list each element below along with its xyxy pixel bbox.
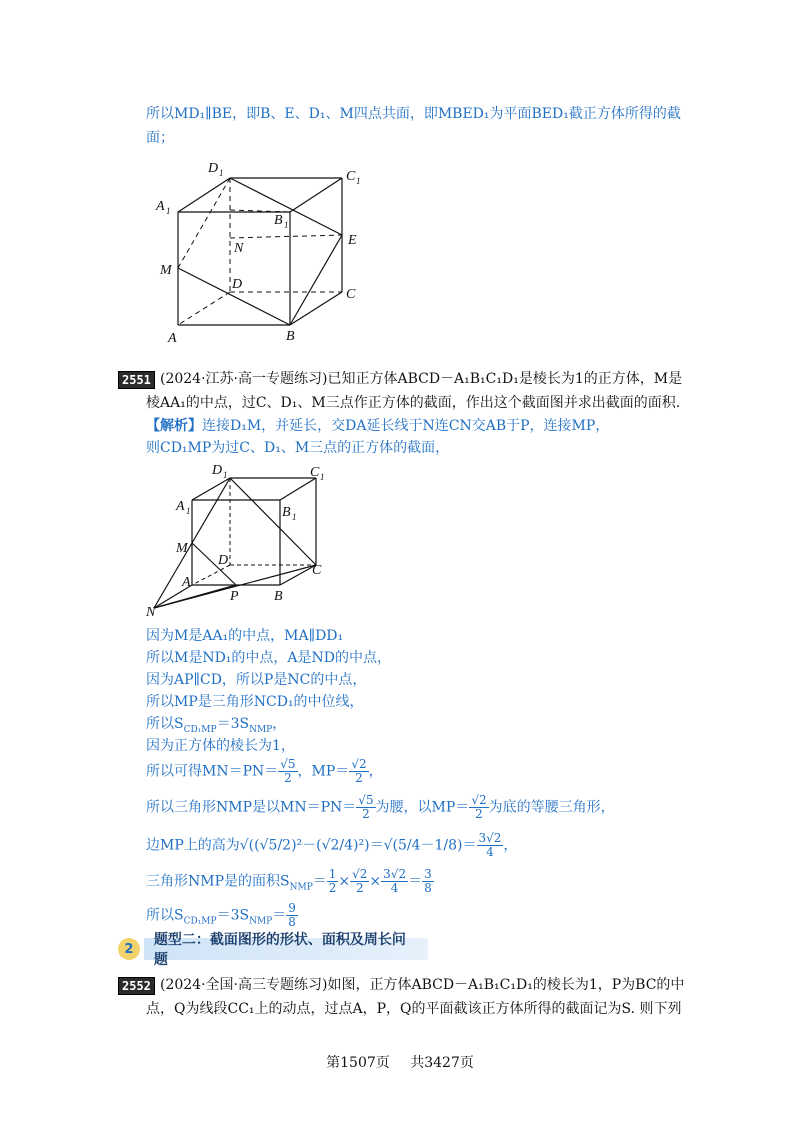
svg-text:1: 1: [356, 176, 361, 186]
svg-text:1: 1: [219, 168, 224, 178]
label-D1: D: [212, 463, 223, 478]
label-P: P: [230, 589, 239, 604]
label-A: A: [168, 331, 177, 346]
label-N: N: [234, 241, 244, 256]
problem-2552-line-2: 点，Q为线段CC₁上的动点，过点A，P，Q的平面截该正方体所得的截面记为S. 则下列: [146, 1001, 682, 1017]
intro-line-1: 所以MD₁∥BE，即B、E、D₁、M四点共面，即MBED₁为平面BED₁截正方体所得的截: [146, 106, 681, 122]
label-B: B: [286, 329, 295, 344]
solution-line-4: 所以MP是三角形NCD₁的中位线，: [146, 694, 364, 710]
analysis-line-2: 则CD₁MP为过C、D₁、M三点的正方体的截面，: [146, 440, 450, 456]
analysis-tag: 【解析】: [146, 418, 202, 434]
label-A1: A: [176, 499, 185, 514]
label-C: C: [346, 287, 356, 302]
solution-line-5: 所以$S_{CD_1MP}=3S_{NMP}$，: [146, 716, 287, 735]
solution-line-8: 所以三角形NMP是以MN＝PN＝ $\frac{√5}{2}$ 为腰，以MP＝ $\frac{√2}{2}$ 为底的等腰三角形，: [146, 793, 615, 821]
problem-number-badge: 2552: [118, 977, 155, 995]
label-M: M: [160, 263, 172, 278]
solution-line-6: 因为正方体的棱长为1，: [146, 738, 295, 754]
svg-text:1: 1: [284, 220, 289, 230]
label-C1: C: [310, 465, 320, 480]
solution-line-3: 因为AP∥CD，所以P是NC的中点，: [146, 672, 367, 688]
solution-line-9: 边MP上的高为√((√5/2)²－(√2/4)²)＝√(5/4－1/8)＝ $\frac{3√2}{4}$ ，: [146, 831, 518, 859]
intro-line-2: 面；: [146, 130, 174, 146]
svg-text:1: 1: [223, 470, 228, 480]
svg-text:1: 1: [320, 472, 325, 482]
label-E: E: [348, 233, 357, 248]
label-A: A: [182, 575, 191, 590]
page-number: 第1507页: [326, 1055, 390, 1071]
section-header: [118, 932, 428, 968]
solution-line-1: 因为M是AA₁的中点，MA∥DD₁: [146, 628, 344, 644]
label-N: N: [146, 605, 156, 620]
analysis-line-1: 【解析】连接D₁M，并延长，交DA延长线于N连CN交AB于P，连接MP，: [146, 418, 610, 434]
problem-2551-line-2: 棱AA₁的中点，过C、D₁、M三点作正方体的截面，作出这个截面图并求出截面的面积.: [146, 395, 681, 411]
label-A1: A: [156, 199, 165, 214]
solution-line-7: 所以可得MN＝PN＝ $\frac{√5}{2}$ ，MP＝ $\frac{√2}{2}$ ，: [146, 757, 383, 785]
label-C1: C: [346, 169, 356, 184]
section-number: 2: [118, 938, 140, 960]
solution-line-2: 所以M是ND₁的中点，A是ND的中点，: [146, 650, 392, 666]
solution-line-11: 所以$S_{CD_1MP}=3S_{NMP}=$ $\frac{9}{8}$: [146, 901, 296, 929]
svg-text:1: 1: [186, 506, 191, 516]
label-D1: D: [208, 161, 219, 176]
label-B1: B: [282, 505, 291, 520]
problem-2552-line-1: (2024·全国·高三专题练习)如图，正方体ABCD－A₁B₁C₁D₁的棱长为1，P为BC的中: [160, 977, 685, 993]
solution-line-10: 三角形NMP是的面积$S_{NMP}=$ $\frac{1}{2}$ × $\frac{√2}{2}$ × $\frac{3√2}{4}$ ＝ $\frac{3}{8}$: [146, 867, 432, 895]
cube-figure-1: [150, 150, 380, 354]
label-B1: B: [274, 213, 283, 228]
label-M: M: [176, 541, 188, 556]
page-footer: [0, 1052, 800, 1072]
label-D: D: [232, 277, 243, 292]
label-C: C: [312, 563, 322, 578]
page-total: 共3427页: [410, 1055, 474, 1071]
problem-number-badge: 2551: [118, 371, 155, 389]
problem-2551-line-1: (2024·江苏·高一专题练习)已知正方体ABCD－A₁B₁C₁D₁是棱长为1的正方体，M是: [160, 371, 683, 387]
svg-text:1: 1: [166, 206, 171, 216]
svg-text:1: 1: [292, 512, 297, 522]
label-B: B: [274, 589, 283, 604]
section-title: 题型二：截面图形的形状、面积及周长问题: [144, 938, 428, 960]
cube-figure-2: [140, 460, 350, 624]
label-D: D: [218, 553, 229, 568]
